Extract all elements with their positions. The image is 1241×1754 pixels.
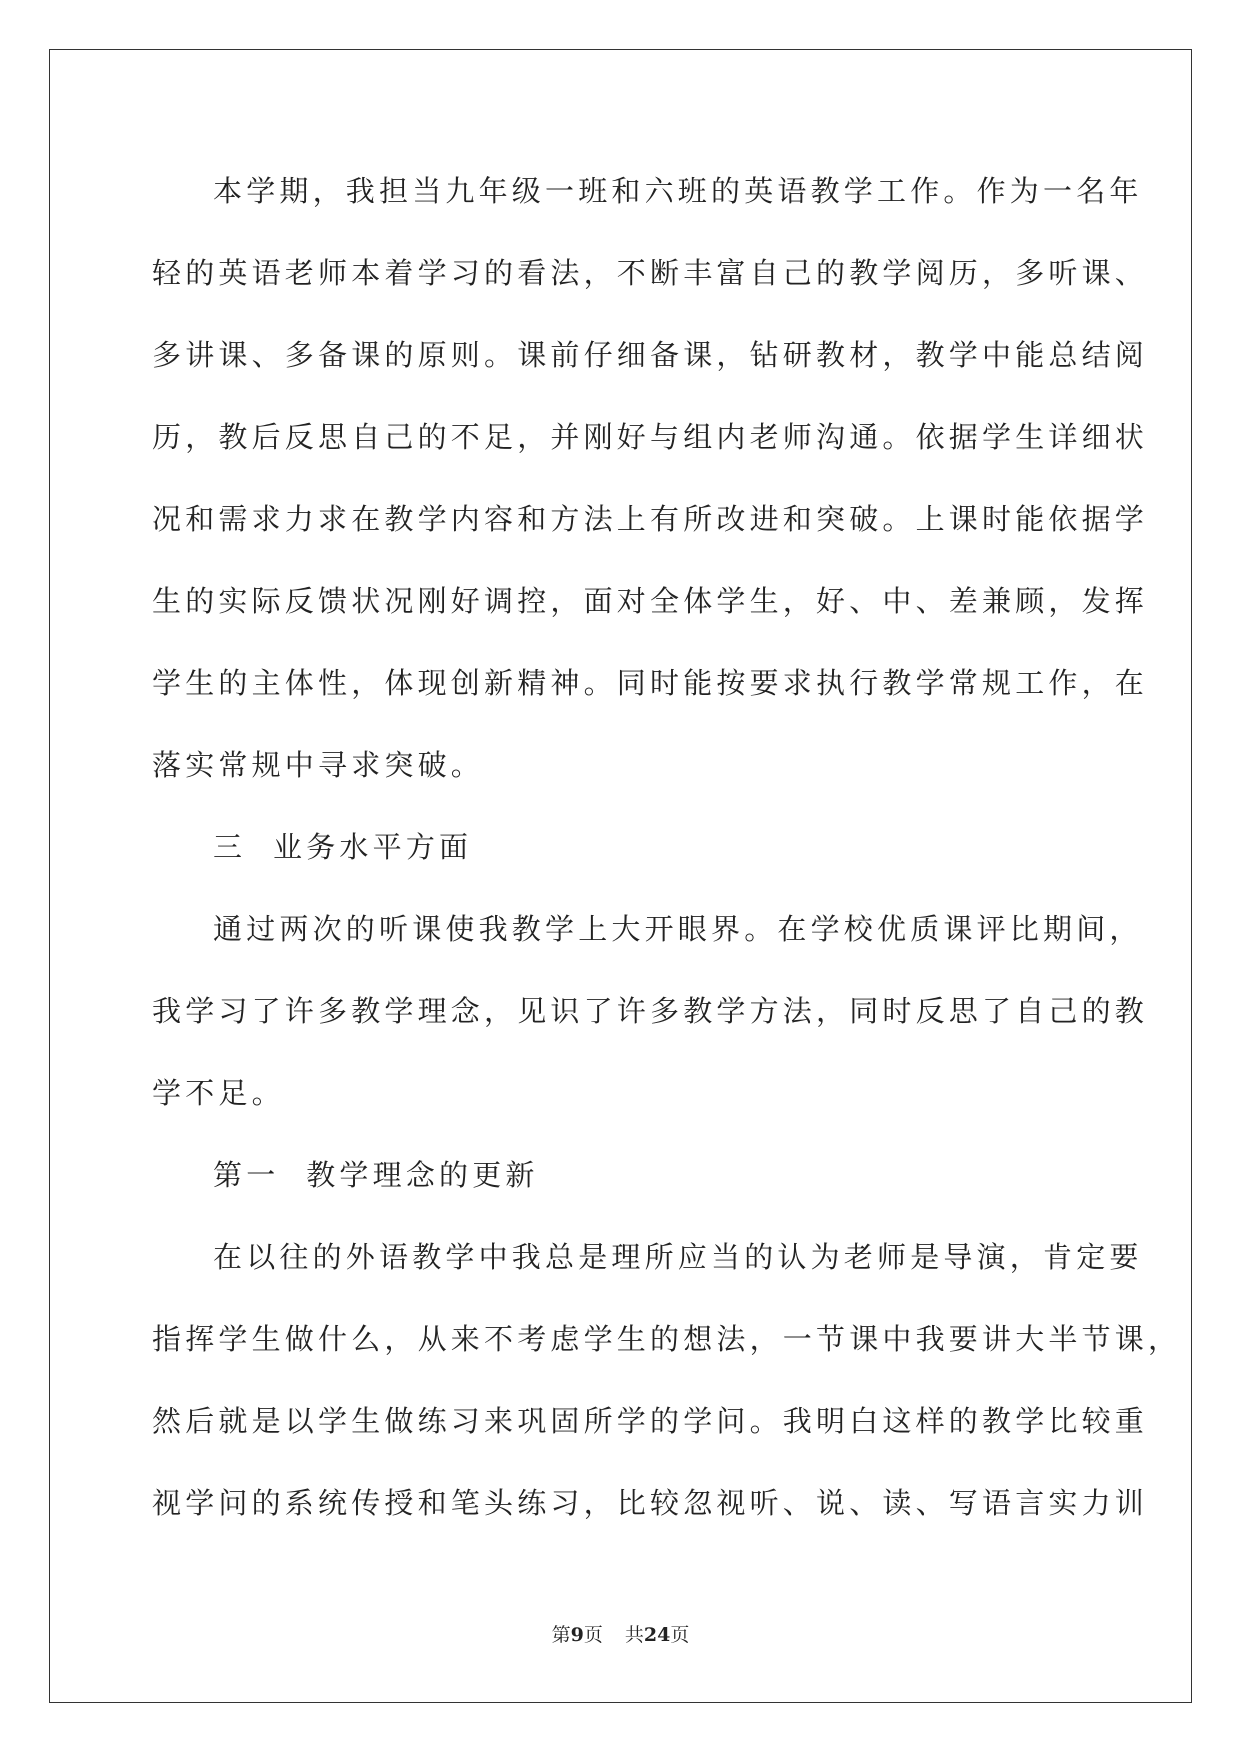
page-footer [0, 1620, 1241, 1647]
paragraph-line: 学生的主体性，体现创新精神。同时能按要求执行教学常规工作，在 [152, 666, 1149, 700]
total-suffix: 页 [670, 1624, 690, 1646]
paragraph-line: 我学习了许多教学理念，见识了许多教学方法，同时反思了自己的教 [152, 994, 1149, 1028]
paragraph-line: 落实常规中寻求突破。 [152, 748, 485, 782]
paragraph-line: 多讲课、多备课的原则。课前仔细备课，钻研教材，教学中能总结阅 [152, 338, 1149, 372]
section-heading: 三 业务水平方面 [213, 830, 473, 864]
paragraph-line: 生的实际反馈状况刚好调控，面对全体学生，好、中、差兼顾，发挥 [152, 584, 1149, 618]
paragraph-line: 本学期，我担当九年级一班和六班的英语教学工作。作为一名年 [213, 174, 1143, 208]
paragraph-line: 学不足。 [152, 1076, 285, 1110]
document-body [152, 150, 1182, 1544]
page-prefix: 第 [551, 1624, 571, 1646]
paragraph-line: 通过两次的听课使我教学上大开眼界。在学校优质课评比期间， [213, 912, 1143, 946]
total-prefix: 共 [624, 1624, 644, 1646]
paragraph-line: 历，教后反思自己的不足，并刚好与组内老师沟通。依据学生详细状 [152, 420, 1149, 454]
total-pages: 24 [643, 1624, 671, 1646]
paragraph-line: 指挥学生做什么，从来不考虑学生的想法，一节课中我要讲大半节课， [152, 1322, 1182, 1356]
subsection-heading: 第一 教学理念的更新 [213, 1158, 539, 1192]
paragraph-line: 然后就是以学生做练习来巩固所学的学问。我明白这样的教学比较重 [152, 1404, 1149, 1438]
paragraph-line: 况和需求力求在教学内容和方法上有所改进和突破。上课时能依据学 [152, 502, 1149, 536]
page-number: 9 [570, 1624, 584, 1646]
paragraph-line: 在以往的外语教学中我总是理所应当的认为老师是导演，肯定要 [213, 1240, 1143, 1274]
page-suffix: 页 [583, 1624, 603, 1646]
paragraph-line: 视学问的系统传授和笔头练习，比较忽视听、说、读、写语言实力训 [152, 1486, 1149, 1520]
paragraph-line: 轻的英语老师本着学习的看法，不断丰富自己的教学阅历，多听课、 [152, 256, 1149, 290]
